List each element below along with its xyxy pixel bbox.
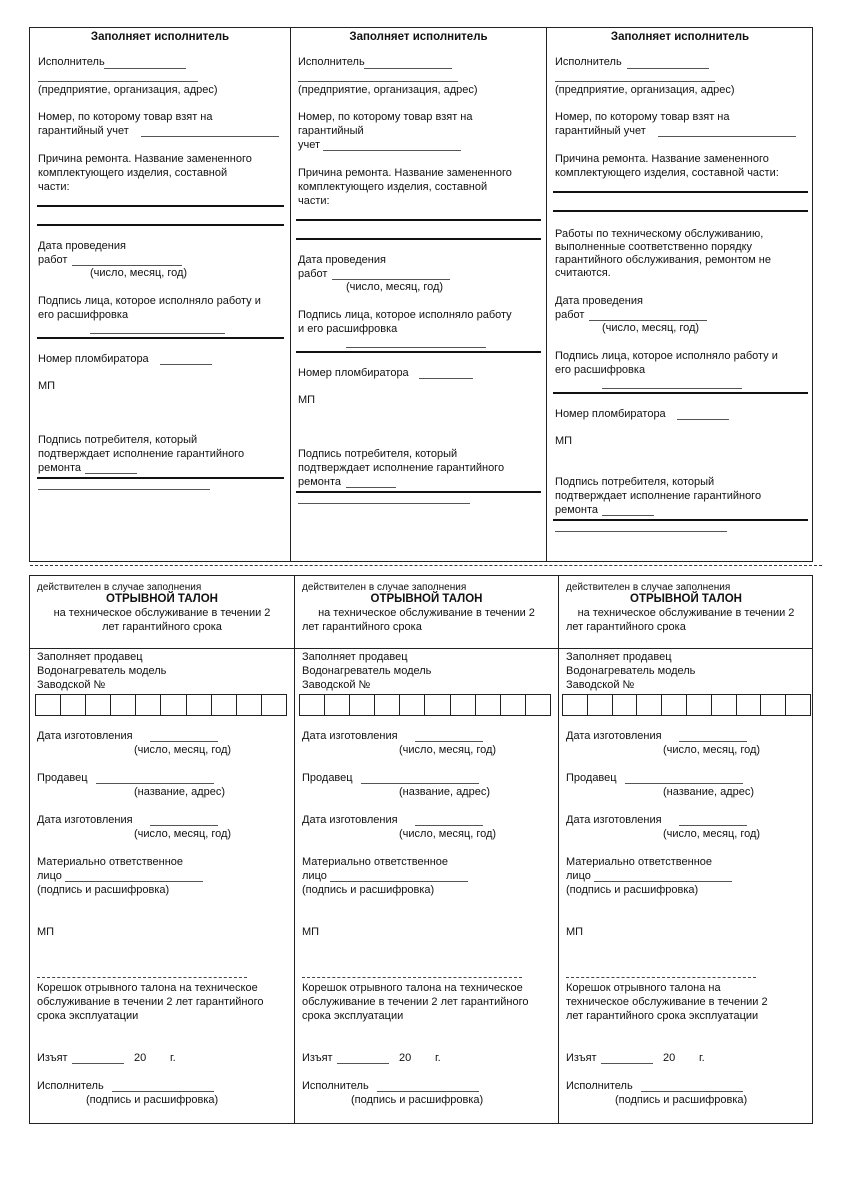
date-made-field[interactable] — [415, 825, 483, 826]
prichina-field[interactable] — [553, 191, 808, 193]
column-header: Заполняет исполнитель — [610, 31, 750, 43]
prichina-field[interactable] — [296, 219, 541, 221]
ispolnitel-field[interactable] — [627, 68, 709, 69]
plomb-field[interactable] — [160, 364, 212, 365]
potr-label: Подпись потребителя, который — [38, 434, 198, 446]
date-made-label: Дата изготовления — [302, 814, 398, 826]
coupon-subtitle: на техническое обслуживание в течении 2 — [53, 607, 271, 619]
divider — [296, 351, 541, 353]
mat-label: лицо — [566, 870, 591, 882]
seller-label: Заполняет продавец — [566, 651, 672, 663]
date-made-label: Дата изготовления — [302, 730, 398, 742]
nomer-label: учет — [298, 139, 321, 151]
podpis-label: и его расшифровка — [298, 323, 398, 335]
data-field[interactable] — [589, 320, 707, 321]
prichina-label: комплектующего изделия, составной — [298, 181, 488, 193]
model-label: Водонагреватель модель — [37, 665, 167, 677]
stub-label: Корешок отрывного талона на техническое — [302, 982, 523, 994]
prichina-label: Причина ремонта. Название замененного — [38, 153, 252, 165]
izyat-field[interactable] — [72, 1063, 124, 1064]
date-hint: (число, месяц, год) — [134, 744, 232, 756]
date-made-field[interactable] — [150, 741, 218, 742]
date-made-label: Дата изготовления — [566, 730, 662, 742]
plomb-field[interactable] — [419, 378, 473, 379]
potr-sign-field[interactable] — [38, 489, 210, 490]
prichina-field[interactable] — [37, 224, 284, 226]
serial-number-boxes[interactable] — [299, 694, 551, 716]
serial-label: Заводской № — [37, 679, 106, 691]
prodavec-hint: (название, адрес) — [399, 786, 490, 798]
date-hint: (число, месяц, год) — [663, 828, 761, 840]
potr-field[interactable] — [346, 487, 396, 488]
stub-cut-line — [37, 977, 247, 978]
to-note: гарантийного обслуживания, ремонтом не — [555, 254, 771, 266]
to-note: Работы по техническому обслуживанию, — [555, 228, 764, 240]
serial-label: Заводской № — [566, 679, 635, 691]
org-field[interactable] — [38, 81, 198, 82]
year-label: 20 — [399, 1052, 412, 1064]
ispolnitel-label: Исполнитель — [37, 1080, 104, 1092]
date-hint: (число, месяц, год) — [399, 744, 497, 756]
date-hint: (число, месяц, год) — [602, 322, 700, 334]
top-column-3 — [547, 28, 813, 561]
ispolnitel-field[interactable] — [364, 68, 452, 69]
org-field[interactable] — [555, 81, 715, 82]
year-label: 20 — [663, 1052, 676, 1064]
date-made-field[interactable] — [679, 825, 747, 826]
date-made-label: Дата изготовления — [566, 814, 662, 826]
coupon-subtitle: лет гарантийного срока — [302, 621, 422, 633]
podpis-field[interactable] — [602, 388, 742, 389]
stub-label: Корешок отрывного талона на — [566, 982, 721, 994]
stub-label: техническое обслуживание в течении 2 — [566, 996, 768, 1008]
bottom-form — [29, 575, 813, 1124]
year-label: 20 — [134, 1052, 147, 1064]
top-column-2 — [291, 28, 546, 561]
org-hint: (предприятие, организация, адрес) — [555, 84, 735, 96]
stub-label: обслуживание в течении 2 лет гарантийного — [37, 996, 264, 1008]
coupon-subtitle: на техническое обслуживание в течении 2 — [577, 607, 795, 619]
stub-label: срока эксплуатации — [302, 1010, 404, 1022]
ispolnitel-label: Исполнитель — [298, 56, 365, 68]
coupon-subtitle: на техническое обслуживание в течении 2 — [318, 607, 535, 619]
top-form — [29, 27, 813, 562]
potr-label: ремонта — [298, 476, 342, 488]
mat-field[interactable] — [65, 881, 203, 882]
divider — [553, 519, 808, 521]
to-note: считаются. — [555, 267, 611, 279]
prodavec-label: Продавец — [37, 772, 88, 784]
org-field[interactable] — [298, 81, 458, 82]
podpis-hint: (подпись и расшифровка) — [86, 1094, 219, 1106]
prodavec-hint: (название, адрес) — [663, 786, 754, 798]
ispolnitel-label: Исполнитель — [38, 56, 105, 68]
coupon-3 — [559, 576, 813, 1123]
stub-cut-line — [566, 977, 756, 978]
to-note: выполненные соответственно порядку — [555, 241, 753, 253]
prichina-label: комплектующего изделия, составной — [38, 167, 228, 179]
date-hint: (число, месяц, год) — [399, 828, 497, 840]
date-made-label: Дата изготовления — [37, 814, 133, 826]
prodavec-field[interactable] — [625, 783, 743, 784]
mat-label: Материально ответственное — [302, 856, 449, 868]
ispolnitel-field[interactable] — [112, 1091, 214, 1092]
izyat-label: Изъят — [566, 1052, 597, 1064]
prichina-field[interactable] — [37, 205, 284, 207]
ispolnitel-field[interactable] — [104, 68, 186, 69]
model-label: Водонагреватель модель — [302, 665, 432, 677]
date-hint: (число, месяц, год) — [90, 267, 188, 279]
mat-label: Материально ответственное — [37, 856, 184, 868]
year-suffix: г. — [170, 1052, 176, 1064]
plomb-label: Номер пломбиратора — [38, 353, 149, 365]
model-label: Водонагреватель модель — [566, 665, 696, 677]
date-hint: (число, месяц, год) — [134, 828, 232, 840]
divider — [296, 491, 541, 493]
divider — [37, 337, 284, 339]
izyat-field[interactable] — [601, 1063, 653, 1064]
potr-label: Подпись потребителя, который — [298, 448, 458, 460]
coupon-1 — [30, 576, 294, 1123]
date-hint: (число, месяц, год) — [663, 744, 761, 756]
serial-number-boxes[interactable] — [562, 694, 811, 716]
date-made-field[interactable] — [415, 741, 483, 742]
izyat-label: Изъят — [37, 1052, 68, 1064]
potr-label: подтверждает исполнение гарантийного — [555, 490, 762, 502]
potr-sign-field[interactable] — [298, 503, 470, 504]
potr-label: ремонта — [38, 462, 82, 474]
podpis-hint: (подпись и расшифровка) — [37, 884, 170, 896]
year-suffix: г. — [435, 1052, 441, 1064]
stub-cut-line — [302, 977, 522, 978]
nomer-label: Номер, по которому товар взят на — [555, 111, 730, 123]
data-label: Дата проведения — [298, 254, 386, 266]
podpis-label: Подпись лица, которое исполняло работу и — [38, 295, 261, 307]
mp-label: МП — [566, 926, 584, 938]
date-made-field[interactable] — [150, 825, 218, 826]
nomer-label: гарантийный учет — [38, 125, 129, 137]
data-field[interactable] — [72, 265, 182, 266]
valid-note: действителен в случае заполнения — [302, 582, 467, 593]
mat-field[interactable] — [330, 881, 468, 882]
mp-label: МП — [298, 394, 316, 406]
nomer-label: Номер, по которому товар взят на — [38, 111, 213, 123]
izyat-field[interactable] — [337, 1063, 389, 1064]
divider — [553, 392, 808, 394]
podpis-label: его расшифровка — [555, 364, 646, 376]
potr-label: ремонта — [555, 504, 599, 516]
prichina-field[interactable] — [296, 238, 541, 240]
podpis-hint: (подпись и расшифровка) — [351, 1094, 484, 1106]
potr-label: подтверждает исполнение гарантийного — [38, 448, 245, 460]
coupon-title: ОТРЫВНОЙ ТАЛОН — [630, 593, 742, 605]
potr-label: подтверждает исполнение гарантийного — [298, 462, 505, 474]
cut-line — [30, 565, 822, 566]
date-hint: (число, месяц, год) — [346, 281, 444, 293]
coupon-title: ОТРЫВНОЙ ТАЛОН — [106, 593, 218, 605]
column-header: Заполняет исполнитель — [349, 31, 488, 43]
mat-label: лицо — [302, 870, 327, 882]
prodavec-hint: (название, адрес) — [134, 786, 225, 798]
podpis-hint: (подпись и расшифровка) — [302, 884, 435, 896]
org-hint: (предприятие, организация, адрес) — [38, 84, 218, 96]
stub-label: срока эксплуатации — [37, 1010, 139, 1022]
ispolnitel-label: Исполнитель — [566, 1080, 633, 1092]
plomb-field[interactable] — [677, 419, 729, 420]
ispolnitel-label: Исполнитель — [555, 56, 622, 68]
serial-number-boxes[interactable] — [35, 694, 287, 716]
divider — [37, 477, 284, 479]
nomer-field[interactable] — [141, 136, 279, 137]
ispolnitel-field[interactable] — [641, 1091, 743, 1092]
data-label: Дата проведения — [555, 295, 643, 307]
data-label: работ — [555, 309, 585, 321]
podpis-hint: (подпись и расшифровка) — [566, 884, 699, 896]
prichina-label: Причина ремонта. Название замененного — [298, 167, 512, 179]
mat-field[interactable] — [594, 881, 732, 882]
nomer-label: гарантийный учет — [555, 125, 646, 137]
coupon-2 — [295, 576, 558, 1123]
izyat-label: Изъят — [302, 1052, 333, 1064]
prichina-label: комплектующего изделия, составной части: — [555, 167, 779, 179]
mat-label: Материально ответственное — [566, 856, 713, 868]
prichina-field[interactable] — [553, 210, 808, 212]
podpis-field[interactable] — [90, 333, 225, 334]
prodavec-label: Продавец — [566, 772, 617, 784]
ispolnitel-label: Исполнитель — [302, 1080, 369, 1092]
potr-sign-field[interactable] — [555, 531, 727, 532]
seller-label: Заполняет продавец — [37, 651, 143, 663]
date-made-field[interactable] — [679, 741, 747, 742]
top-column-1 — [30, 28, 290, 561]
nomer-label: гарантийный — [298, 125, 364, 137]
data-label: работ — [298, 268, 328, 280]
column-header: Заполняет исполнитель — [90, 31, 230, 43]
org-hint: (предприятие, организация, адрес) — [298, 84, 478, 96]
potr-field[interactable] — [85, 473, 137, 474]
podpis-label: его расшифровка — [38, 309, 129, 321]
data-field[interactable] — [332, 279, 450, 280]
potr-field[interactable] — [602, 515, 654, 516]
mp-label: МП — [37, 926, 55, 938]
podpis-label: Подпись лица, которое исполняло работу — [298, 309, 512, 321]
stub-label: обслуживание в течении 2 лет гарантийного — [302, 996, 529, 1008]
prichina-label: части: — [38, 181, 70, 193]
prichina-label: Причина ремонта. Название замененного — [555, 153, 769, 165]
prichina-label: части: — [298, 195, 330, 207]
mp-label: МП — [555, 435, 573, 447]
prodavec-field[interactable] — [96, 783, 214, 784]
podpis-field[interactable] — [346, 347, 486, 348]
podpis-label: Подпись лица, которое исполняло работу и — [555, 350, 778, 362]
nomer-label: Номер, по которому товар взят на — [298, 111, 473, 123]
prodavec-field[interactable] — [361, 783, 479, 784]
coupon-subtitle: лет гарантийного срока — [102, 621, 222, 633]
mp-label: МП — [38, 380, 56, 392]
year-suffix: г. — [699, 1052, 705, 1064]
potr-label: Подпись потребителя, который — [555, 476, 715, 488]
mp-label: МП — [302, 926, 320, 938]
seller-label: Заполняет продавец — [302, 651, 408, 663]
date-made-label: Дата изготовления — [37, 730, 133, 742]
coupon-subtitle: лет гарантийного срока — [566, 621, 686, 633]
stub-label: Корешок отрывного талона на техническое — [37, 982, 258, 994]
valid-note: действителен в случае заполнения — [37, 582, 202, 593]
coupon-title: ОТРЫВНОЙ ТАЛОН — [370, 593, 483, 605]
serial-label: Заводской № — [302, 679, 371, 691]
data-label: работ — [38, 254, 68, 266]
valid-note: действителен в случае заполнения — [566, 582, 731, 593]
podpis-hint: (подпись и расшифровка) — [615, 1094, 748, 1106]
stub-label: лет гарантийного срока эксплуатации — [566, 1010, 759, 1022]
nomer-field[interactable] — [323, 150, 461, 151]
ispolnitel-field[interactable] — [377, 1091, 479, 1092]
plomb-label: Номер пломбиратора — [298, 367, 409, 379]
mat-label: лицо — [37, 870, 62, 882]
plomb-label: Номер пломбиратора — [555, 408, 666, 420]
data-label: Дата проведения — [38, 240, 126, 252]
prodavec-label: Продавец — [302, 772, 353, 784]
nomer-field[interactable] — [658, 136, 796, 137]
